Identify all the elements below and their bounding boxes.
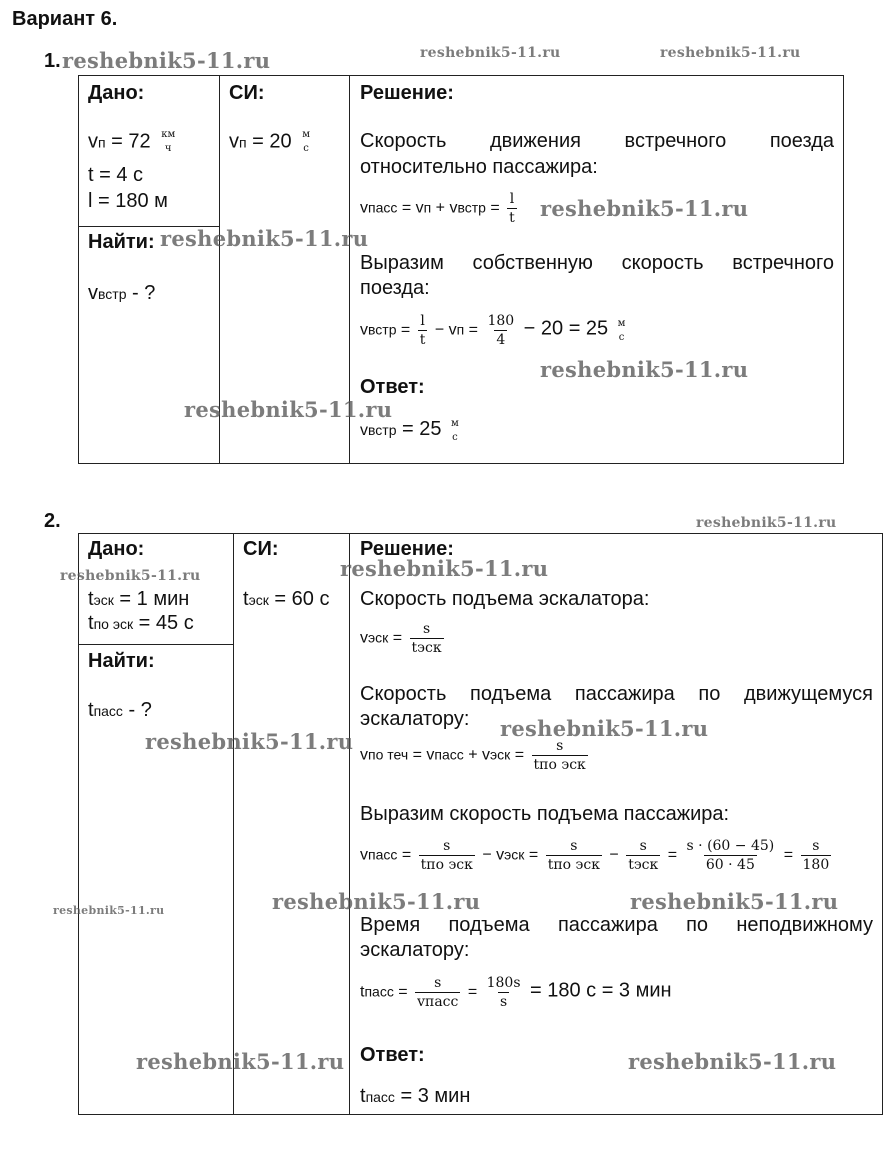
watermark: reshebnik5-11.ru [540,196,749,221]
answer-header: Ответ: [360,376,425,398]
solution-text-6: эскалатору: [360,939,470,961]
watermark: reshebnik5-11.ru [160,226,369,251]
find-value: tпасс - ? [88,699,152,721]
answer-header: Ответ: [360,1044,425,1066]
given-time: t = 4 с [88,164,144,186]
equation-4: tпасс = $\frac{s}{\text{vпасс}}$ = $\frac{180s}{s}$ = 180 с = 3 мин [360,975,672,1010]
watermark: reshebnik5-11.ru [340,556,549,581]
given-header: Дано: [88,538,145,560]
watermark: reshebnik5-11.ru [420,45,561,61]
solution-text-3: эскалатору: [360,708,470,730]
equation-1: vпасс = vп + vвстр = $\frac{l}{t}$ [360,191,515,226]
watermark: reshebnik5-11.ru [500,716,709,741]
variant-title: Вариант 6. [12,8,118,30]
problem-2-number: 2. [44,510,61,532]
solution-text-5: Время подъема пассажира по неподвижному [360,914,873,936]
find-header: Найти: [88,650,155,672]
given-escalator-time: tэск = 1 мин [88,588,190,610]
watermark: reshebnik5-11.ru [628,1049,837,1074]
solution-text-1: Скорость подъема эскалатора: [360,588,650,610]
si-velocity: vп = 20 м с [229,129,310,154]
answer-value: vвстр = 25 м с [360,417,459,443]
find-header: Найти: [88,231,155,253]
given-header: Дано: [88,82,145,104]
solution-header: Решение: [360,538,454,560]
given-velocity: vп = 72 км ч [88,129,176,154]
problem-1-number: 1. [44,50,61,72]
watermark: reshebnik5-11.ru [696,515,837,531]
solution-text-2: Скорость подъема пассажира по движущемуся [360,683,873,705]
given-walk-time: tпо эск = 45 с [88,612,194,634]
problem-2-table [78,533,883,1115]
equation-2: vвстр = $\frac{l}{t}$ − vп = $\frac{180}{4}$ − 20 = 25 м с [360,313,626,348]
solution-text-1: Скорость движения встречного поезда [360,130,834,152]
equation-3: vпасс = $\frac{s}{\text{tпо эск}}$ − vэск = $\frac{s}{\text{tпо эск}}$ − $\frac{s}{\text{tэск}}$ = $\frac{s \cdot (60 - 45)}{60 \cdot 45}$ = $\frac{s}{180}$ [360,838,830,873]
watermark: reshebnik5-11.ru [136,1049,345,1074]
si-header: СИ: [243,538,279,560]
solution-text-4: Выразим скорость подъема пассажира: [360,803,730,825]
watermark: reshebnik5-11.ru [540,357,749,382]
watermark: reshebnik5-11.ru [630,889,839,914]
given-length: l = 180 м [88,190,168,212]
solution-text-4: поезда: [360,277,430,299]
watermark: reshebnik5-11.ru [272,889,481,914]
answer-value: tпасс = 3 мин [360,1085,471,1107]
solution-text-2: относительно пассажира: [360,156,598,178]
watermark: reshebnik5-11.ru [145,729,354,754]
si-header: СИ: [229,82,265,104]
watermark: reshebnik5-11.ru [62,48,271,73]
solution-text-3: Выразим собственную скорость встречного [360,252,834,274]
equation-1: vэск = $\frac{s}{\text{tэск}}$ [360,621,442,656]
watermark: reshebnik5-11.ru [60,568,201,584]
find-value: vвстр - ? [88,282,156,304]
watermark: reshebnik5-11.ru [53,904,165,917]
equation-2: vпо теч = vпасс + vэск = $\frac{s}{\text{tпо эск}}$ [360,738,586,773]
watermark: reshebnik5-11.ru [660,45,801,61]
solution-header: Решение: [360,82,454,104]
watermark: reshebnik5-11.ru [184,397,393,422]
si-escalator-time: tэск = 60 с [243,588,330,610]
